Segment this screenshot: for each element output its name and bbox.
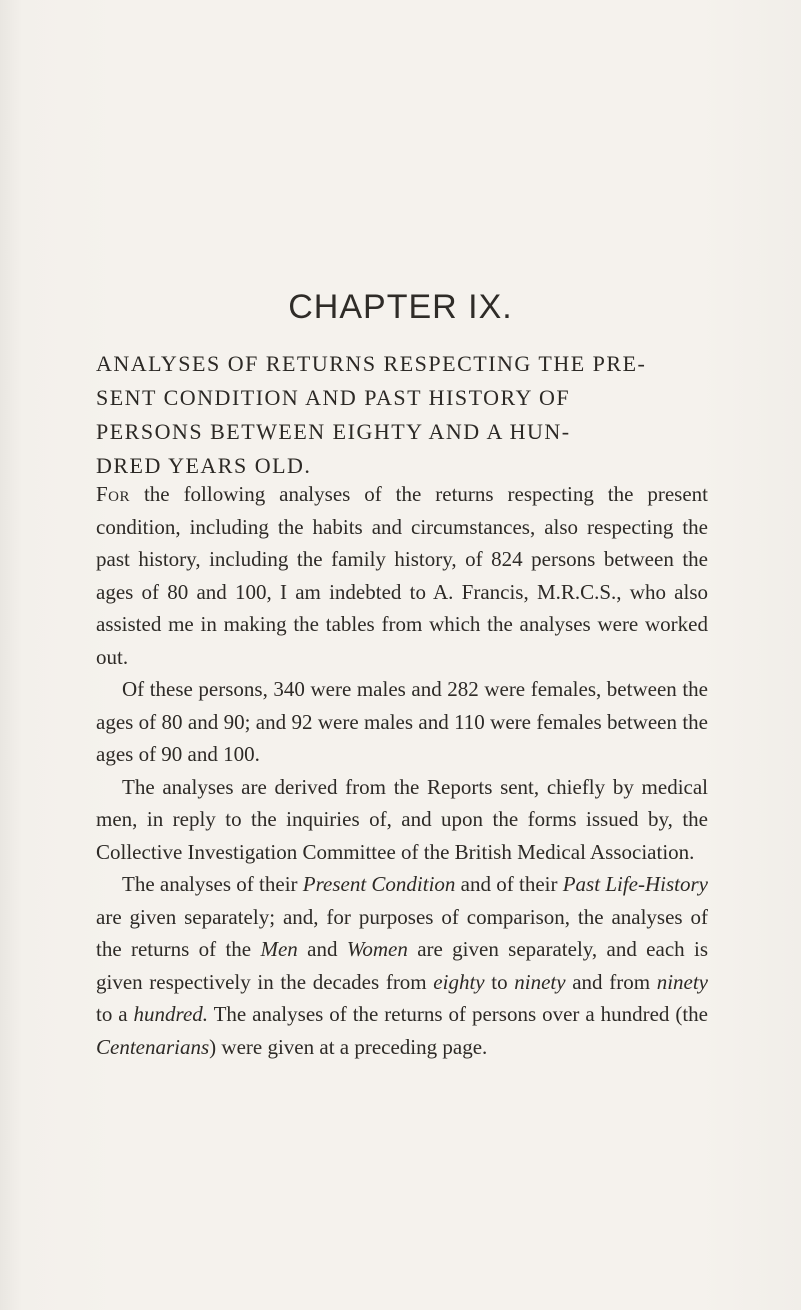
text: are given separately; and, for purposes of comparison, the analyses of the returns of the — [96, 904, 708, 961]
text: and from — [565, 969, 657, 994]
paragraph-counts: Of these persons, 340 were males and 282 were females, between the ages of 80 and 90; and 92 were males and 110 were females between the ages of 90 and 100. — [96, 677, 708, 766]
italic-text: Women — [346, 937, 408, 961]
paragraph-intro — [96, 478, 708, 673]
paragraph-text: the following analyses of the returns respecting the present condition, including the habits and circumstances, also respecting the past history, including the family history, of 824 persons between the ages of 80 and 100, I am indebted to A. Francis, M.R.C.S., who also assisted me in making the tables from which the analyses were worked out. — [96, 482, 708, 669]
paragraph-lead-word: For — [96, 482, 131, 506]
italic-text: ninety — [514, 969, 566, 994]
heading-line: ANALYSES OF RETURNS RESPECTING THE PRE- — [96, 351, 647, 376]
paragraph-sources: The analyses are derived from the Reports sent, chiefly by medical men, in reply to the inquiries of, and upon the forms issued by, the Collective Investigation Committee of the British Medical Association. — [96, 774, 708, 864]
italic-text: Men — [260, 937, 298, 961]
italic-text: Centenarians — [96, 1034, 210, 1059]
text: ) were given at a preceding page. — [209, 1034, 488, 1059]
paragraph-method — [96, 868, 708, 1063]
italic-text: Present Condition — [302, 872, 456, 896]
section-heading — [96, 347, 716, 483]
chapter-title: CHAPTER IX. — [288, 288, 513, 326]
italic-text: Past Life-History — [562, 872, 708, 896]
heading-line: SENT CONDITION AND PAST HISTORY OF — [96, 385, 571, 410]
heading-line: PERSONS BETWEEN EIGHTY AND A HUN- — [96, 419, 571, 444]
text: to — [484, 969, 515, 994]
italic-text: ninety — [656, 969, 708, 994]
italic-text: hundred. — [133, 1002, 209, 1026]
text: are given separately, and each is given respectively in the decades from — [96, 937, 708, 994]
italic-text: eighty — [433, 969, 485, 994]
heading-line: DRED YEARS OLD. — [96, 453, 312, 478]
body-text — [96, 478, 708, 1063]
text: The analyses of the returns of persons over a hundred (the — [208, 1002, 709, 1026]
text: to a — [96, 1002, 134, 1026]
text: and — [297, 937, 347, 961]
text: and of their — [455, 872, 563, 896]
text: The analyses of their — [122, 872, 303, 896]
